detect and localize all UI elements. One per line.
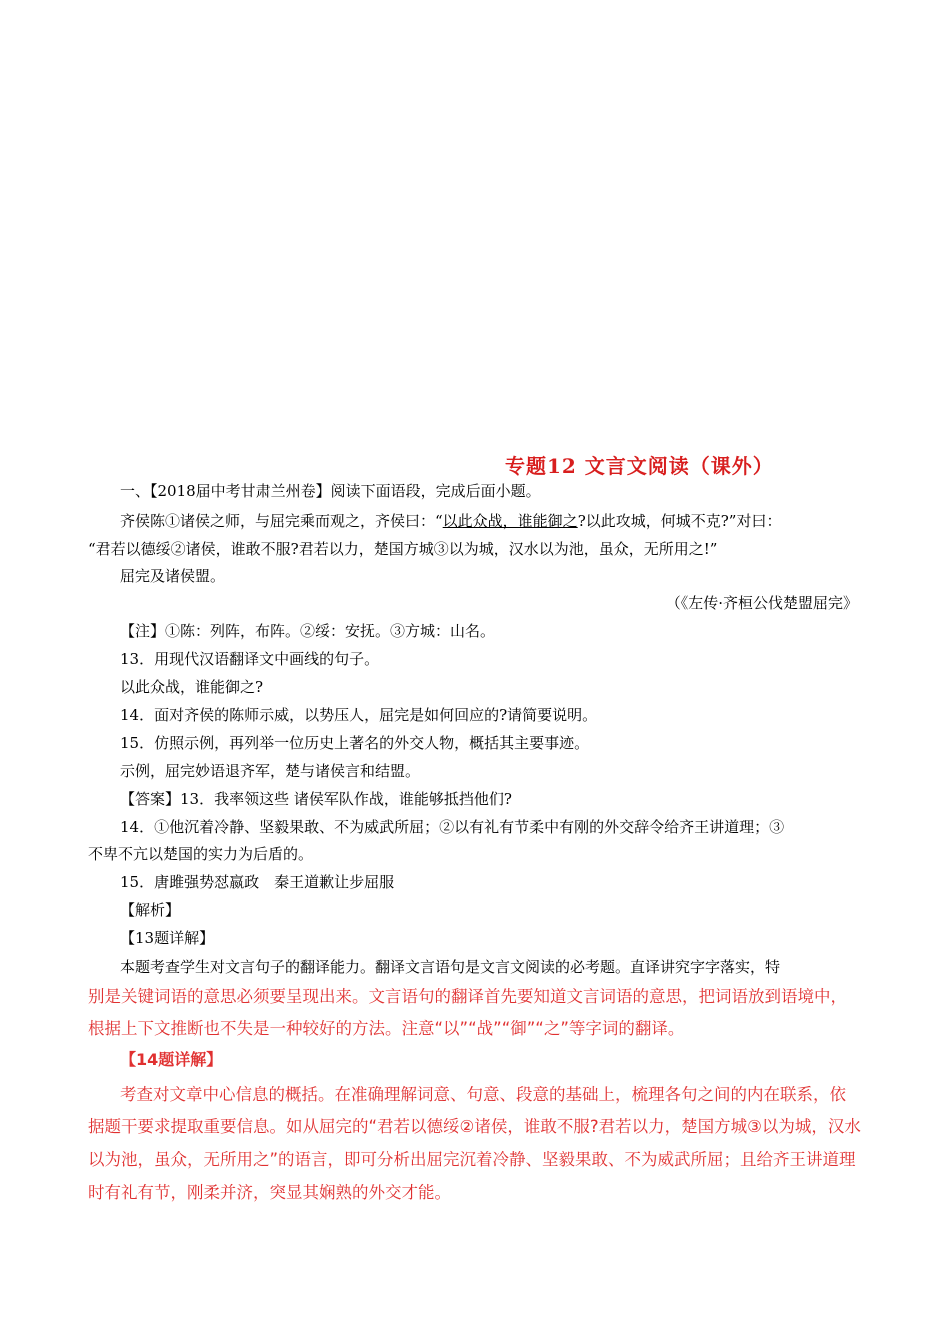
q13-detail-line-3: 根据上下文推断也不失是一种较好的方法。注意“以”“战”“御”“之”等字词的翻译。 — [88, 1019, 685, 1038]
passage-line-2: “君若以德绥②诸侯，谁敢不服?君若以力，楚国方城③以为城，汉水以为池，虽众，无所用之!” — [88, 540, 718, 558]
page-title: 专题12 文言文阅读（课外） — [505, 454, 774, 478]
underlined-sentence: 以此众战，谁能御之 — [442, 512, 578, 530]
q14-detail-line-4: 时有礼有节，刚柔并济，突显其娴熟的外交才能。 — [88, 1183, 451, 1202]
q14-detail-line-1: 考查对文章中心信息的概括。在准确理解词意、句意、段意的基础上，梳理各句之间的内在联系，依 — [120, 1085, 846, 1104]
q14-detail-line-3: 以为池，虽众，无所用之”的语言，即可分析出屈完沉着冷静、坚毅果敢、不为威武所屈；且给齐王讲道理 — [88, 1150, 856, 1169]
q13-detail-line-1: 本题考查学生对文言句子的翻译能力。翻译文言语句是文言文阅读的必考题。直译讲究字字落实，特 — [120, 958, 781, 976]
passage-p1-start: 齐侯陈①诸侯之师，与屈完乘而观之，齐侯曰：“ — [120, 512, 443, 530]
passage-line-1 — [120, 510, 781, 532]
analysis-label: 【解析】 — [120, 901, 181, 919]
answer-14-line-1: 14．①他沉着冷静、坚毅果敢、不为威武所屈；②以有礼有节柔中有刚的外交辞令给齐王讲道理；③ — [120, 818, 785, 836]
intro-line: 一、【2018届中考甘肃兰州卷】阅读下面语段，完成后面小题。 — [120, 482, 541, 500]
note-line: 【注】①陈：列阵，布阵。②绥：安抚。③方城：山名。 — [120, 622, 496, 640]
q14-detail-label: 【14题详解】 — [120, 1050, 223, 1069]
answer-14-line-2: 不卑不亢以楚国的实力为后盾的。 — [88, 845, 314, 863]
question-13: 13．用现代汉语翻译文中画线的句子。 — [120, 650, 380, 668]
question-13-sentence: 以此众战，谁能御之? — [120, 678, 264, 696]
q14-detail-line-2: 据题干要求提取重要信息。如从屈完的“君若以德绥②诸侯，谁敢不服?君若以力，楚国方城③以为城，汉水 — [88, 1117, 861, 1136]
question-15: 15．仿照示例，再列举一位历史上著名的外交人物，概括其主要事迹。 — [120, 734, 590, 752]
question-14: 14．面对齐侯的陈师示威，以势压人，屈完是如何回应的?请简要说明。 — [120, 706, 598, 724]
question-15-example: 示例，屈完妙语退齐军，楚与诸侯言和结盟。 — [120, 762, 421, 780]
q13-detail-line-2: 别是关键词语的意思必须要呈现出来。文言语句的翻译首先要知道文言词语的意思，把词语放到语境中， — [88, 987, 847, 1006]
answer-15: 15．唐雎强势怼嬴政 秦王道歉让步屈服 — [120, 873, 395, 891]
answer-13: 【答案】13．我率领这些 诸侯军队作战，谁能够抵挡他们? — [120, 790, 512, 808]
passage-line-3: 屈完及诸侯盟。 — [120, 567, 226, 585]
q13-detail-label: 【13题详解】 — [120, 929, 215, 947]
source-citation: （《左传·齐桓公伐楚盟屈完》 — [665, 594, 858, 612]
passage-p1-end: ?以此攻城，何城不克?”对曰： — [577, 512, 782, 530]
